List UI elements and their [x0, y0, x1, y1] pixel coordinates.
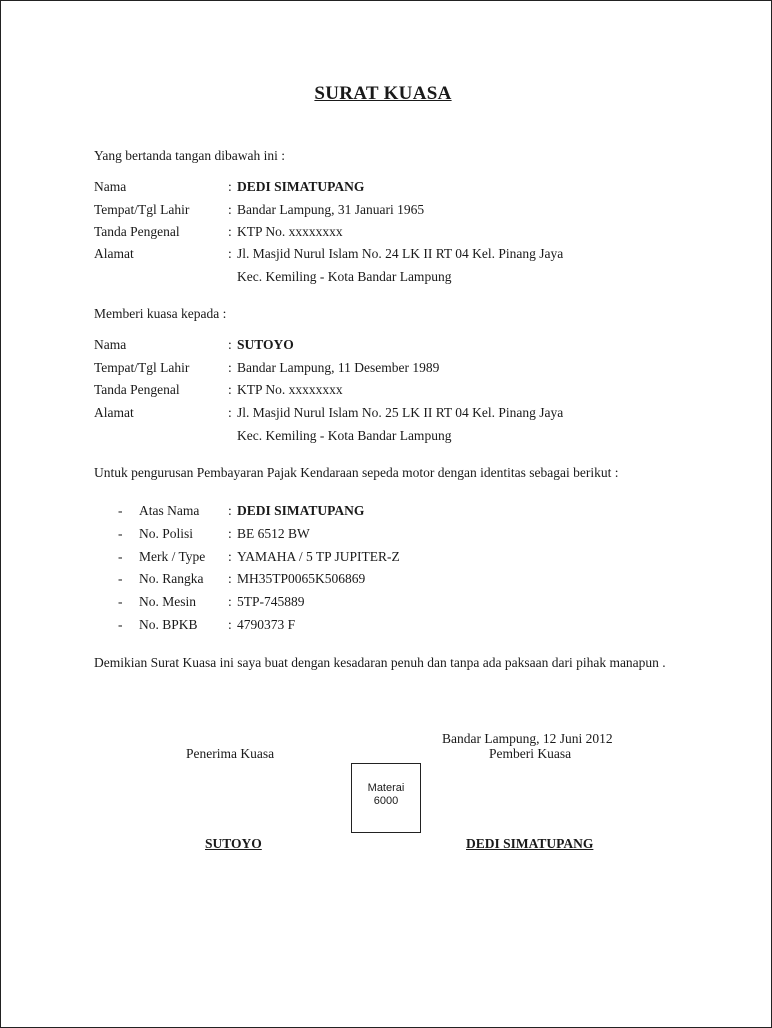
grantor-address-value: Jl. Masjid Nurul Islam No. 24 LK II RT 04 Kel. Pinang Jaya: [237, 246, 564, 261]
grantor-birth-label: Tempat/Tgl Lahir: [94, 202, 190, 217]
giver-label: Pemberi Kuasa: [489, 746, 572, 761]
grantor-address-line2: Kec. Kemiling - Kota Bandar Lampung: [237, 269, 452, 284]
vehicle-item-value: DEDI SIMATUPANG: [237, 503, 365, 518]
vehicle-item-label: No. Mesin: [139, 594, 196, 609]
grantee-name-value: SUTOYO: [237, 337, 294, 352]
grantor-id-value: KTP No. xxxxxxxx: [237, 224, 343, 239]
revenue-stamp-box: [351, 763, 421, 833]
vehicle-item-label: No. BPKB: [139, 617, 198, 632]
vehicle-item-label: Merk / Type: [139, 549, 206, 564]
intro-text: Yang bertanda tangan dibawah ini :: [94, 148, 285, 163]
grant-intro-text: Memberi kuasa kepada :: [94, 306, 227, 321]
grantee-id-label: Tanda Pengenal: [94, 382, 180, 397]
grantor-birth-value: Bandar Lampung, 31 Januari 1965: [237, 202, 425, 217]
grantor-name-value: DEDI SIMATUPANG: [237, 179, 365, 194]
receiver-label: Penerima Kuasa: [186, 746, 275, 761]
grantee-birth-label: Tempat/Tgl Lahir: [94, 360, 190, 375]
grantee-address-value: Jl. Masjid Nurul Islam No. 25 LK II RT 04 Kel. Pinang Jaya: [237, 405, 564, 420]
vehicle-item-label: No. Rangka: [139, 571, 204, 586]
grantee-address-line2: Kec. Kemiling - Kota Bandar Lampung: [237, 428, 452, 443]
document-title: SURAT KUASA: [314, 83, 452, 104]
vehicle-item-value: BE 6512 BW: [237, 526, 310, 541]
giver-signature-name: DEDI SIMATUPANG: [466, 836, 594, 851]
grantee-birth-value: Bandar Lampung, 11 Desember 1989: [237, 360, 440, 375]
vehicle-item-value: YAMAHA / 5 TP JUPITER-Z: [237, 549, 400, 564]
receiver-signature-name: SUTOYO: [205, 836, 262, 851]
purpose-text: Untuk pengurusan Pembayaran Pajak Kendaraan sepeda motor dengan identitas sebagai berikut :: [94, 465, 619, 480]
vehicle-item-label: No. Polisi: [139, 526, 194, 541]
place-date: Bandar Lampung, 12 Juni 2012: [442, 731, 613, 746]
document-page: SURAT KUASA Yang bertanda tangan dibawah ini : Nama : DEDI SIMATUPANG Tempat/Tgl Lahir : Bandar Lampung, 31 Januari 1965 Tanda Pengenal : KTP No. xxxxxxxx Alamat : Jl. Masjid Nurul Islam No. 24 LK II RT 04 Kel. Pinang Jaya Kec. Kemiling - Kota Bandar Lampung Memberi kuasa kepada : Nama : SUTOYO Tempat/Tgl Lahir : Bandar Lampung, 11 Desember 1989 Tanda Pengenal : KTP No. xxxxxxxx Alamat : Jl. Masjid Nurul Islam No. 25 LK II RT 04 Kel. Pinang Jaya Kec. Kemiling - Kota Bandar Lampung Untuk pengurusan Pembayaran Pajak Kendaraan sepeda motor dengan identitas sebagai berikut : - Atas Nama : DEDI SIMATUPANG - No. Polisi : BE 6512 BW - Merk / Type : YAMAHA / 5 TP JUPITER-Z - No. Rangka : MH35TP0065K506869 - No. Mesin : 5TP-745889 - No. BPKB : 4790373 F Demikian Surat Kuasa ini saya buat dengan kesadaran penuh dan tanpa ada paksaan dari pihak manapun . Bandar Lampung, 12 Juni 2012 Penerima Kuasa Pemberi Kuasa Materai 6000 SUTOYO DEDI SIMATUPANG: [0, 0, 772, 1028]
stamp-value: 6000: [373, 795, 399, 807]
grantor-id-label: Tanda Pengenal: [94, 224, 180, 239]
grantee-name-label: Nama: [94, 337, 127, 352]
grantor-name-label: Nama: [94, 179, 127, 194]
closing-paragraph: Demikian Surat Kuasa ini saya buat dengan kesadaran penuh dan tanpa ada paksaan dari pihak manapun .: [94, 655, 666, 670]
vehicle-item-value: 4790373 F: [237, 617, 296, 632]
grantee-address-label: Alamat: [94, 405, 134, 420]
grantee-id-value: KTP No. xxxxxxxx: [237, 382, 343, 397]
vehicle-item-value: 5TP-745889: [237, 594, 305, 609]
vehicle-item-value: MH35TP0065K506869: [237, 571, 366, 586]
stamp-label: Materai: [367, 782, 405, 794]
grantor-address-label: Alamat: [94, 246, 134, 261]
vehicle-item-label: Atas Nama: [139, 503, 200, 518]
